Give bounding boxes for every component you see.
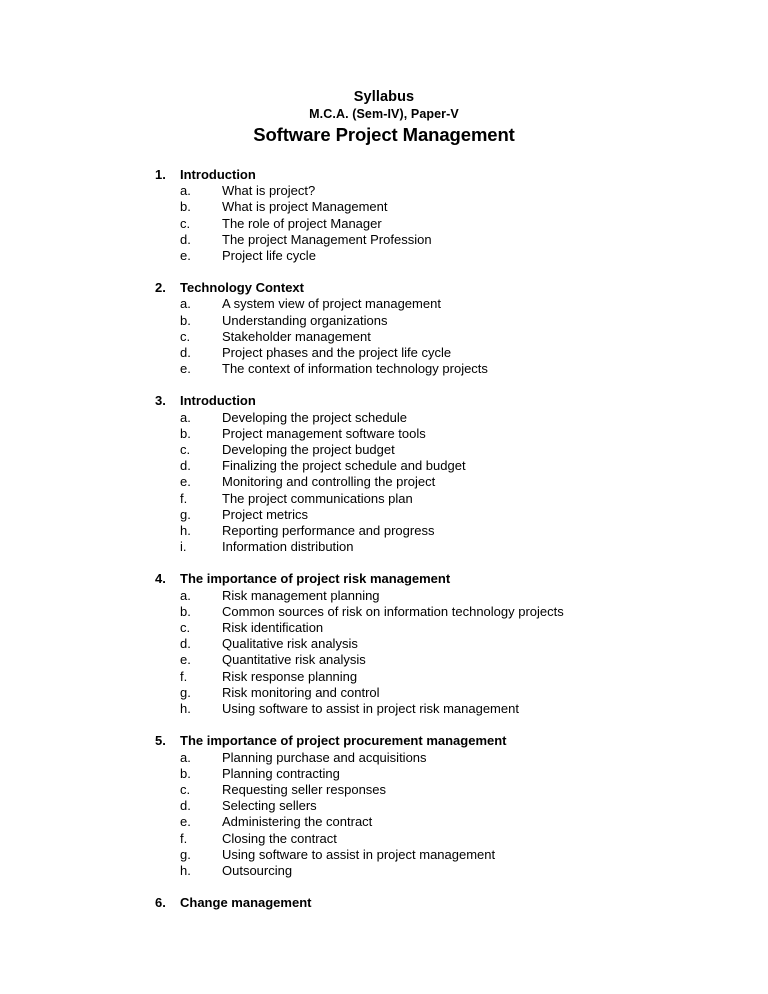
section-heading [155, 167, 768, 183]
subtopic-item [155, 636, 768, 652]
section-heading-label: Introduction [180, 393, 256, 409]
subtopic-marker: b. [180, 425, 191, 441]
subtopic-marker: g. [180, 684, 191, 700]
subtopic-marker: a. [180, 409, 191, 425]
subtopic-marker: g. [180, 506, 191, 522]
subtopic-item [155, 782, 768, 798]
subtopic-marker: c. [180, 442, 191, 458]
subtopic-label: Outsourcing [222, 862, 293, 878]
subtopic-label: Qualitative risk analysis [222, 636, 358, 652]
section-number: 6. [155, 895, 166, 911]
subtopic-item [155, 216, 768, 232]
subtopic-item [155, 248, 768, 264]
subtopic-list [155, 183, 768, 264]
subtopic-label: Project metrics [222, 506, 308, 522]
section-heading [155, 280, 768, 296]
subtopic-item [155, 620, 768, 636]
subtopic-marker: d. [180, 345, 191, 361]
subtopic-label: Stakeholder management [222, 328, 371, 344]
subtopic-list [155, 750, 768, 880]
outline-section [0, 895, 768, 911]
section-heading-label: The importance of project risk management [180, 571, 451, 587]
subtopic-marker: b. [180, 199, 191, 215]
subtopic-item [155, 491, 768, 507]
subtopic-marker: e. [180, 361, 191, 377]
subtopic-item [155, 701, 768, 717]
section-heading [155, 895, 768, 911]
subtopic-marker: a. [180, 296, 191, 312]
subtopic-marker: c. [180, 620, 191, 636]
subtopic-label: Risk monitoring and control [222, 684, 380, 700]
subtopic-marker: a. [180, 183, 191, 199]
subtopic-label: The role of project Manager [222, 215, 382, 231]
section-heading-label: The importance of project procurement management [180, 733, 507, 749]
subtopic-label: Planning purchase and acquisitions [222, 749, 427, 765]
subtopic-item [155, 588, 768, 604]
section-number: 4. [155, 571, 166, 587]
subtopic-label: Project phases and the project life cycle [222, 345, 452, 361]
subtopic-marker: b. [180, 603, 191, 619]
subtopic-item [155, 750, 768, 766]
subtopic-marker: h. [180, 523, 191, 539]
subtopic-item [155, 507, 768, 523]
syllabus-outline [0, 167, 768, 911]
subtopic-marker: b. [180, 765, 191, 781]
subtopic-item [155, 313, 768, 329]
subtopic-label: Developing the project schedule [222, 409, 408, 425]
subtopic-item [155, 766, 768, 782]
subtopic-label: Project life cycle [222, 248, 316, 264]
subtopic-marker: b. [180, 312, 191, 328]
section-heading-label: Technology Context [180, 280, 304, 296]
subtopic-marker: d. [180, 798, 191, 814]
subtopic-marker: f. [180, 668, 188, 684]
subtopic-label: The context of information technology projects [222, 361, 488, 377]
outline-section [0, 571, 768, 717]
subtopic-item [155, 296, 768, 312]
subtopic-item [155, 814, 768, 830]
subtopic-marker: e. [180, 474, 191, 490]
subtopic-item [155, 685, 768, 701]
subtopic-item [155, 831, 768, 847]
section-heading [155, 571, 768, 587]
subtopic-label: Risk response planning [222, 668, 358, 684]
subtopic-label: Common sources of risk on information technology projects [222, 603, 564, 619]
subtopic-label: Requesting seller responses [222, 781, 387, 797]
outline-section [0, 733, 768, 879]
section-number: 2. [155, 280, 166, 296]
section-heading [155, 733, 768, 749]
subtopic-label: Information distribution [222, 539, 354, 555]
subtopic-marker: d. [180, 636, 191, 652]
subtopic-item [155, 329, 768, 345]
subtopic-marker: d. [180, 458, 191, 474]
subtopic-item [155, 474, 768, 490]
subtopic-item [155, 199, 768, 215]
document-kicker: Syllabus [353, 89, 415, 105]
subtopic-item [155, 863, 768, 879]
subtopic-item [155, 345, 768, 361]
subtopic-label: The project Management Profession [222, 231, 432, 247]
subtopic-item [155, 410, 768, 426]
subtopic-item [155, 426, 768, 442]
subtopic-list [155, 410, 768, 556]
subtopic-label: Planning contracting [222, 765, 340, 781]
subtopic-label: Using software to assist in project risk management [222, 701, 519, 717]
subtopic-label: Administering the contract [222, 814, 373, 830]
subtopic-marker: c. [180, 215, 191, 231]
section-number: 5. [155, 733, 166, 749]
subtopic-item [155, 183, 768, 199]
subtopic-item [155, 523, 768, 539]
subtopic-label: A system view of project management [222, 296, 441, 312]
subtopic-label: The project communications plan [222, 490, 413, 506]
subtopic-item [155, 798, 768, 814]
subtopic-marker: i. [180, 539, 187, 555]
outline-section [0, 280, 768, 377]
subtopic-label: Project management software tools [222, 425, 426, 441]
subtopic-label: Risk identification [222, 620, 324, 636]
subtopic-label: Monitoring and controlling the project [222, 474, 436, 490]
subtopic-item [155, 361, 768, 377]
subtopic-marker: f. [180, 830, 188, 846]
outline-section [0, 393, 768, 555]
subtopic-label: Reporting performance and progress [222, 523, 435, 539]
section-number: 3. [155, 393, 166, 409]
outline-section [0, 167, 768, 264]
subtopic-marker: c. [180, 328, 191, 344]
subtopic-marker: a. [180, 749, 191, 765]
subtopic-marker: a. [180, 587, 191, 603]
subtopic-label: Quantitative risk analysis [222, 652, 366, 668]
subtopic-item [155, 652, 768, 668]
subtopic-item [155, 539, 768, 555]
subtopic-list [155, 588, 768, 718]
section-number: 1. [155, 167, 166, 182]
subtopic-label: Developing the project budget [222, 442, 395, 458]
subtopic-marker: h. [180, 701, 191, 717]
subtopic-item [155, 232, 768, 248]
page-title: Software Project Management [253, 124, 515, 145]
title-block [0, 0, 768, 146]
subtopic-label: What is project? [222, 183, 316, 199]
subtopic-marker: f. [180, 490, 188, 506]
section-heading-label: Change management [180, 895, 312, 911]
subtopic-marker: e. [180, 248, 191, 264]
subtopic-marker: d. [180, 231, 191, 247]
subtopic-label: Selecting sellers [222, 798, 317, 814]
section-heading [155, 393, 768, 409]
subtopic-marker: h. [180, 862, 191, 878]
document-subtitle: M.C.A. (Sem-IV), Paper-V [309, 107, 459, 121]
subtopic-item [155, 442, 768, 458]
subtopic-list [155, 296, 768, 377]
subtopic-item [155, 669, 768, 685]
subtopic-label: Using software to assist in project management [222, 846, 496, 862]
subtopic-item [155, 458, 768, 474]
subtopic-label: Closing the contract [222, 830, 337, 846]
subtopic-marker: c. [180, 781, 191, 797]
subtopic-marker: g. [180, 846, 191, 862]
section-heading-label: Introduction [180, 167, 256, 182]
subtopic-item [155, 847, 768, 863]
subtopic-marker: e. [180, 814, 191, 830]
subtopic-label: Finalizing the project schedule and budget [222, 458, 466, 474]
subtopic-item [155, 604, 768, 620]
subtopic-label: Risk management planning [222, 587, 380, 603]
subtopic-label: What is project Management [222, 199, 388, 215]
subtopic-marker: e. [180, 652, 191, 668]
subtopic-label: Understanding organizations [222, 312, 388, 328]
